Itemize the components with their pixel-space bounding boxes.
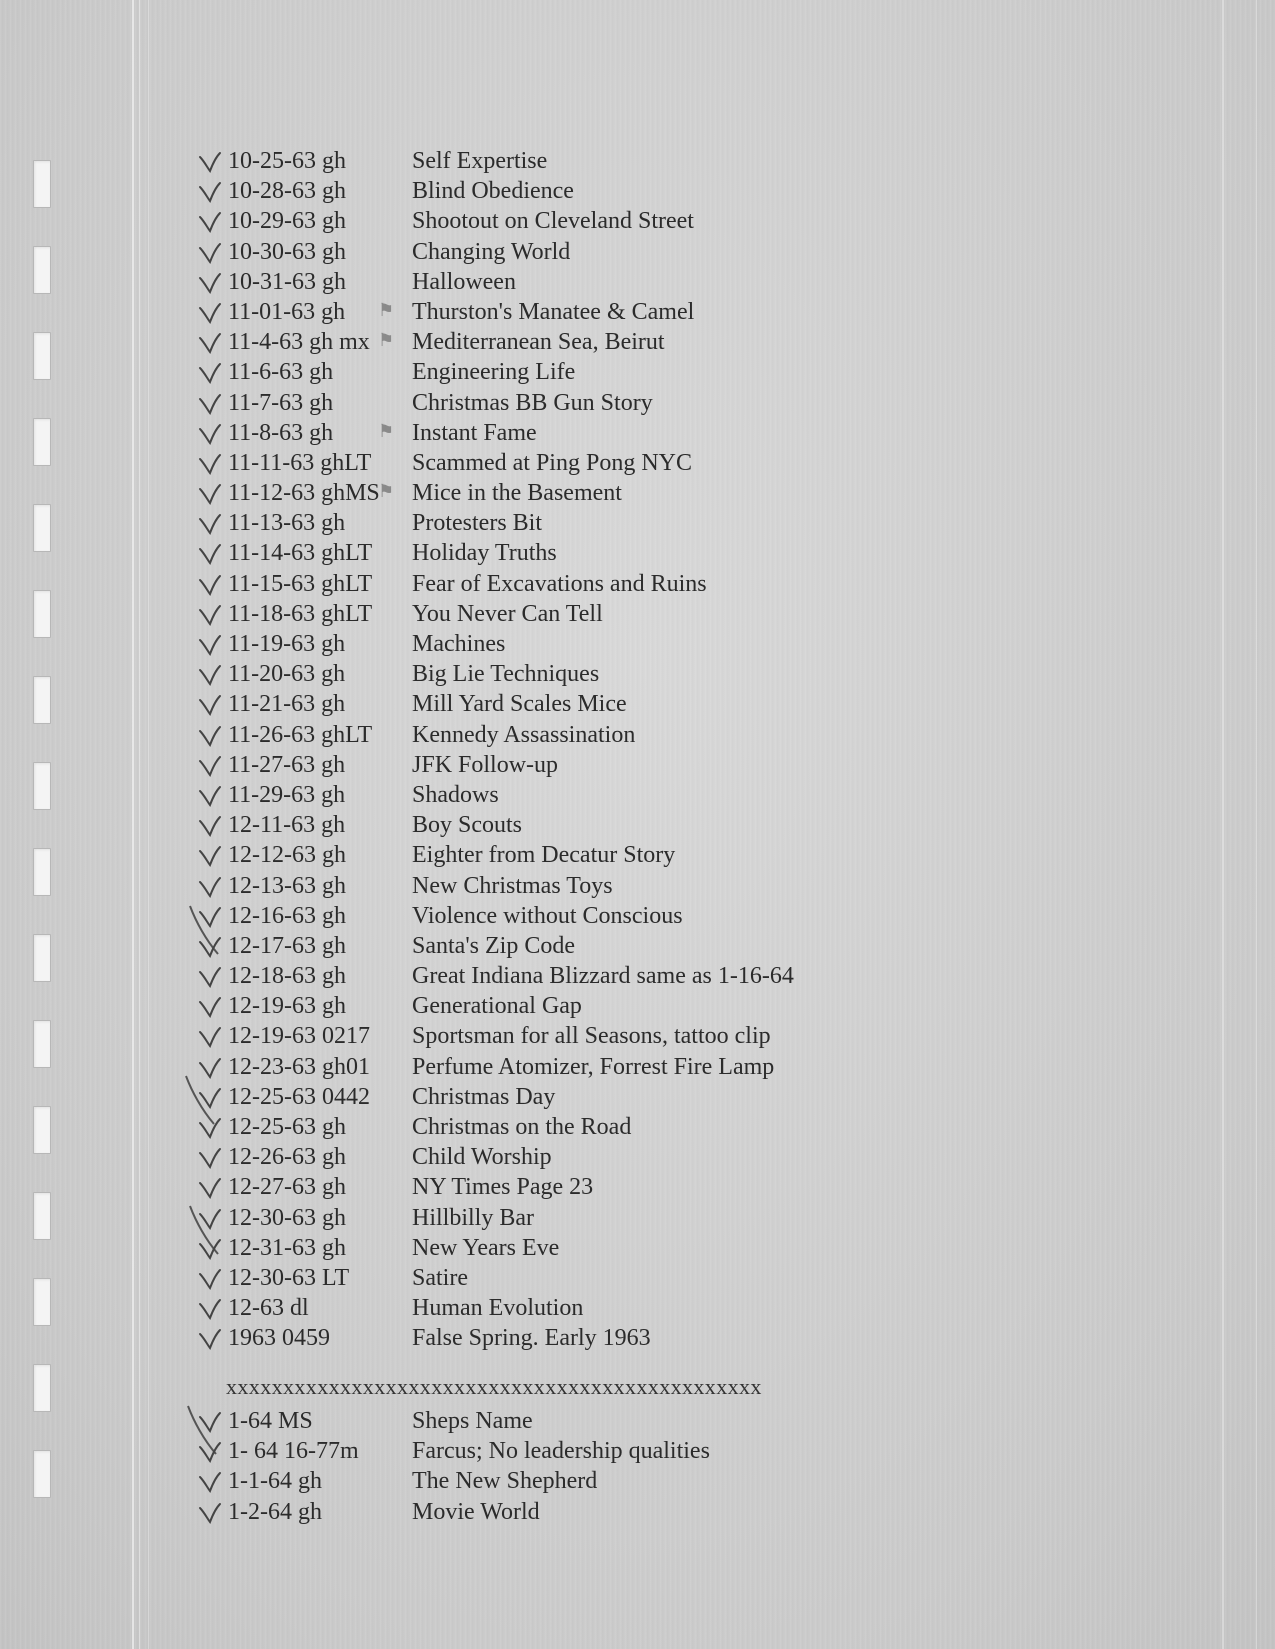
entry-date: 10-31-63 gh (228, 268, 346, 295)
entry-date: 10-30-63 gh (228, 238, 346, 265)
check-mark-icon (198, 632, 222, 658)
entry-row (0, 1112, 1275, 1142)
entry-title: Changing World (412, 238, 571, 265)
entry-date: 11-4-63 gh mx (228, 329, 370, 356)
entry-row (0, 991, 1275, 1021)
entry-date: 11-26-63 ghLT (228, 721, 373, 748)
entry-title: Shootout on Cleveland Street (412, 208, 694, 235)
check-mark-icon (198, 330, 222, 356)
entry-row (0, 1497, 1275, 1527)
entry-date: 11-7-63 gh (228, 389, 334, 416)
entry-date: 11-27-63 gh (228, 751, 346, 778)
entry-row (0, 720, 1275, 750)
entry-title: Sportsman for all Seasons, tattoo clip (412, 1023, 771, 1050)
entry-title: Christmas BB Gun Story (412, 389, 653, 416)
check-mark-icon (198, 179, 222, 205)
entry-date: 12-30-63 gh (228, 1204, 346, 1231)
check-mark-icon (198, 692, 222, 718)
entry-title: Hillbilly Bar (412, 1204, 534, 1231)
entry-date: 1- 64 16-77m (228, 1438, 359, 1465)
check-mark-icon (198, 1236, 222, 1262)
entry-title: Self Expertise (412, 148, 548, 174)
entry-row (0, 418, 1275, 448)
entry-row (0, 1263, 1275, 1293)
entry-date: 11-21-63 gh (228, 691, 346, 718)
entry-title: Christmas on the Road (412, 1114, 632, 1140)
check-mark-icon (198, 874, 222, 900)
entry-date: 11-8-63 gh (228, 419, 334, 446)
check-mark-icon (198, 572, 222, 598)
check-mark-icon (198, 904, 222, 930)
check-mark-icon (198, 1296, 222, 1322)
flag-icon: ⚑ (378, 330, 395, 351)
entry-date: 1-64 MS (228, 1408, 313, 1434)
entry-title: Instant Fame (412, 419, 537, 446)
check-mark-icon (198, 209, 222, 235)
entry-title: NY Times Page 23 (412, 1174, 594, 1201)
entry-date: 12-25-63 0442 (228, 1083, 370, 1110)
entry-title: The New Shepherd (412, 1468, 598, 1495)
entry-title: JFK Follow-up (412, 751, 559, 778)
entry-title: Protesters Bit (412, 510, 542, 537)
entry-row (0, 1323, 1275, 1353)
entry-date: 12-23-63 gh01 (228, 1053, 370, 1080)
entry-title: New Years Eve (412, 1234, 560, 1261)
entry-date: 11-6-63 gh (228, 359, 334, 386)
entry-date: 12-17-63 gh (228, 932, 346, 959)
entry-date: 12-30-63 LT (228, 1264, 350, 1291)
entry-title: Violence without Conscious (412, 902, 683, 929)
log-entries (0, 146, 1275, 1354)
entry-title: Kennedy Assassination (412, 721, 636, 748)
separator-line: xxxxxxxxxxxxxxxxxxxxxxxxxxxxxxxxxxxxxxxxxxxxxxx (226, 1374, 762, 1399)
check-mark-icon (198, 813, 222, 839)
entry-date: 1963 0459 (228, 1325, 330, 1352)
entry-title: Christmas Day (412, 1083, 556, 1110)
entry-title: Engineering Life (412, 359, 576, 386)
entry-row (0, 569, 1275, 599)
check-mark-icon (198, 391, 222, 417)
binder-hole (33, 1364, 51, 1412)
entry-date: 11-01-63 gh (228, 298, 346, 325)
entry-title: Mediterranean Sea, Beirut (412, 329, 665, 356)
entry-date: 11-12-63 ghMS (228, 480, 380, 507)
entry-row (0, 1172, 1275, 1202)
check-mark-icon (198, 149, 222, 175)
entry-title: New Christmas Toys (412, 872, 613, 899)
entry-date: 12-19-63 gh (228, 993, 346, 1020)
entry-row (0, 1436, 1275, 1466)
check-mark-icon (198, 1145, 222, 1171)
check-mark-icon (198, 511, 222, 537)
entry-title: Human Evolution (412, 1295, 584, 1322)
entry-row (0, 448, 1275, 478)
entry-title: Big Lie Techniques (412, 661, 600, 688)
entry-row (0, 478, 1275, 508)
entry-title: Perfume Atomizer, Forrest Fire Lamp (412, 1053, 775, 1080)
entry-row (0, 1406, 1275, 1436)
entry-date: 11-29-63 gh (228, 781, 346, 808)
entry-date: 11-11-63 ghLT (228, 449, 372, 476)
check-mark-icon (198, 934, 222, 960)
entry-title: Great Indiana Blizzard same as 1-16-64 (412, 963, 794, 990)
entry-row (0, 1466, 1275, 1496)
entry-row (0, 961, 1275, 991)
entry-row (0, 1293, 1275, 1323)
entry-date: 12-13-63 gh (228, 872, 346, 899)
entry-date: 12-27-63 gh (228, 1174, 346, 1201)
check-mark-icon (198, 1206, 222, 1232)
check-mark-icon (198, 421, 222, 447)
check-mark-icon (198, 753, 222, 779)
entry-row (0, 206, 1275, 236)
entry-title: False Spring. Early 1963 (412, 1325, 651, 1352)
check-mark-icon (198, 481, 222, 507)
entry-row (0, 1203, 1275, 1233)
check-mark-icon (198, 843, 222, 869)
check-mark-icon (198, 783, 222, 809)
log-entries-1964 (0, 1406, 1275, 1527)
entry-date: 12-18-63 gh (228, 963, 346, 990)
entry-title: Generational Gap (412, 993, 582, 1020)
check-mark-icon (198, 1409, 222, 1435)
entry-date: 11-14-63 ghLT (228, 540, 373, 567)
flag-icon: ⚑ (378, 299, 395, 320)
check-mark-icon (198, 602, 222, 628)
entry-title: Holiday Truths (412, 540, 557, 567)
entry-row (0, 508, 1275, 538)
entry-row (0, 146, 1275, 176)
entry-date: 10-28-63 gh (228, 178, 346, 205)
entry-date: 12-31-63 gh (228, 1234, 346, 1261)
entry-row (0, 538, 1275, 568)
entry-date: 12-16-63 gh (228, 902, 346, 929)
entry-row (0, 599, 1275, 629)
entry-date: 12-26-63 gh (228, 1144, 346, 1171)
entry-date: 12-12-63 gh (228, 842, 346, 869)
entry-date: 11-13-63 gh (228, 510, 346, 537)
check-mark-icon (198, 541, 222, 567)
check-mark-icon (198, 1024, 222, 1050)
check-mark-icon (198, 360, 222, 386)
entry-row (0, 901, 1275, 931)
entry-title: Halloween (412, 268, 516, 295)
entry-date: 12-63 dl (228, 1295, 309, 1322)
entry-date: 11-15-63 ghLT (228, 570, 373, 597)
entry-row (0, 780, 1275, 810)
entry-row (0, 810, 1275, 840)
entry-title: Mice in the Basement (412, 480, 622, 507)
flag-icon: ⚑ (378, 420, 395, 441)
entry-date: 1-1-64 gh (228, 1468, 322, 1495)
check-mark-icon (198, 240, 222, 266)
check-mark-icon (198, 1266, 222, 1292)
entry-row (0, 237, 1275, 267)
entry-title: Boy Scouts (412, 812, 523, 839)
entry-title: Machines (412, 631, 506, 657)
entry-title: Sheps Name (412, 1408, 533, 1434)
entry-row (0, 871, 1275, 901)
entry-row (0, 388, 1275, 418)
check-mark-icon (198, 994, 222, 1020)
entry-date: 11-20-63 gh (228, 661, 346, 688)
entry-title: Santa's Zip Code (412, 932, 575, 959)
entry-date: 12-19-63 0217 (228, 1023, 370, 1050)
entry-row (0, 689, 1275, 719)
check-mark-icon (198, 964, 222, 990)
check-mark-icon (198, 723, 222, 749)
check-mark-icon (198, 1439, 222, 1465)
entry-title: Eighter from Decatur Story (412, 842, 676, 869)
entry-title: Farcus; No leadership qualities (412, 1438, 710, 1465)
entry-row (0, 267, 1275, 297)
entry-date: 11-18-63 ghLT (228, 600, 373, 627)
entry-row (0, 1052, 1275, 1082)
entry-title: Scammed at Ping Pong NYC (412, 449, 692, 476)
entry-date: 11-19-63 gh (228, 631, 346, 657)
check-mark-icon (198, 1175, 222, 1201)
flag-icon: ⚑ (378, 481, 395, 502)
check-mark-icon (198, 270, 222, 296)
entry-date: 10-25-63 gh (228, 148, 346, 174)
entry-title: Mill Yard Scales Mice (412, 691, 627, 718)
entry-row (0, 1021, 1275, 1051)
check-mark-icon (198, 1085, 222, 1111)
check-mark-icon (198, 1500, 222, 1526)
entry-title: Thurston's Manatee & Camel (412, 298, 695, 325)
check-mark-icon (198, 1469, 222, 1495)
entry-date: 12-25-63 gh (228, 1114, 346, 1140)
entry-row (0, 176, 1275, 206)
check-mark-icon (198, 451, 222, 477)
check-mark-icon (198, 300, 222, 326)
check-mark-icon (198, 662, 222, 688)
entry-row (0, 327, 1275, 357)
entry-title: Blind Obedience (412, 178, 574, 205)
check-mark-icon (198, 1115, 222, 1141)
entry-title: Shadows (412, 781, 499, 808)
entry-title: Satire (412, 1264, 468, 1291)
entry-title: You Never Can Tell (412, 600, 603, 627)
check-mark-icon (198, 1055, 222, 1081)
entry-date: 12-11-63 gh (228, 812, 346, 839)
check-mark-icon (198, 1326, 222, 1352)
entry-title: Movie World (412, 1498, 540, 1525)
entry-row (0, 629, 1275, 659)
entry-date: 1-2-64 gh (228, 1498, 322, 1525)
entry-row (0, 931, 1275, 961)
entry-row (0, 357, 1275, 387)
entry-row (0, 659, 1275, 689)
entry-row (0, 297, 1275, 327)
entry-title: Child Worship (412, 1144, 552, 1171)
entry-row (0, 1233, 1275, 1263)
entry-title: Fear of Excavations and Ruins (412, 570, 707, 597)
entry-date: 10-29-63 gh (228, 208, 346, 235)
entry-row (0, 840, 1275, 870)
entry-row (0, 1082, 1275, 1112)
entry-row (0, 750, 1275, 780)
entry-row (0, 1142, 1275, 1172)
